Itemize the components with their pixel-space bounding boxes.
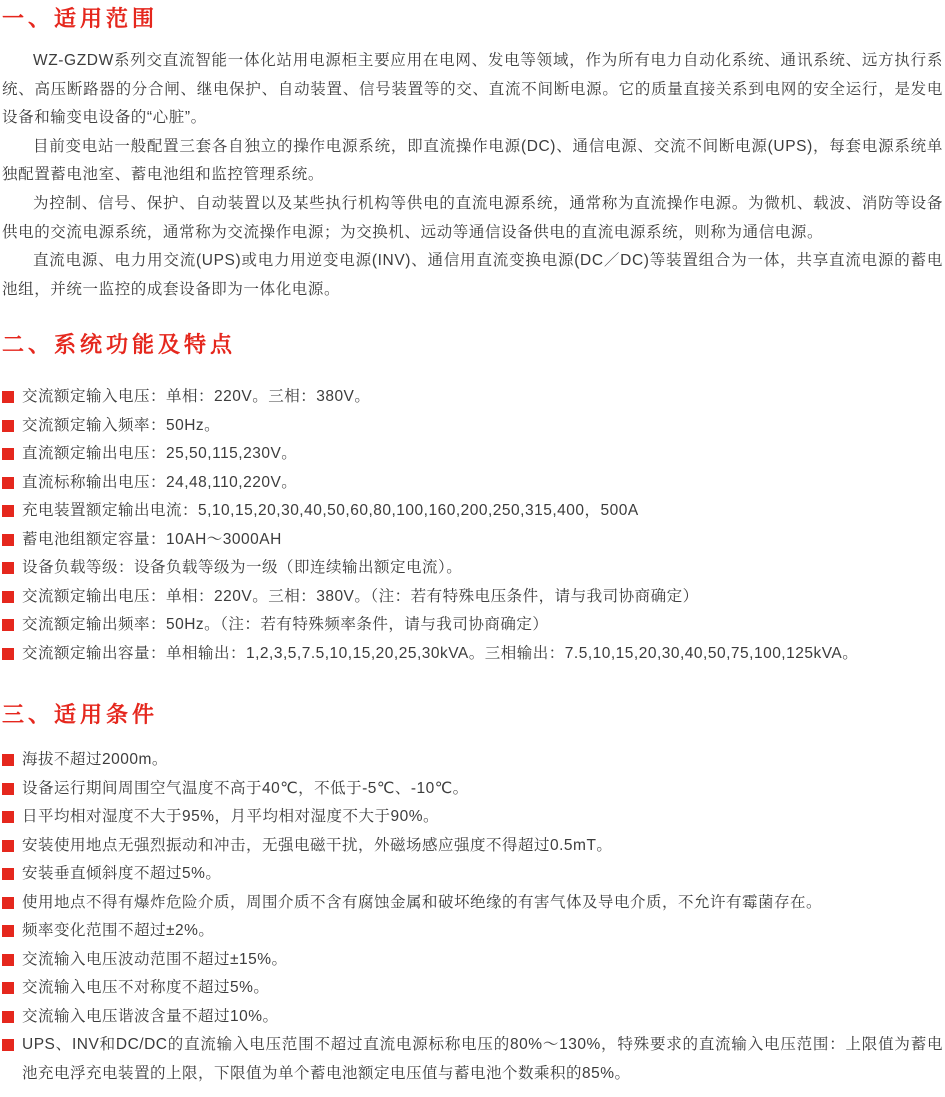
bullet-item xyxy=(2,775,943,804)
bullet-square-icon xyxy=(2,925,14,937)
bullet-item xyxy=(2,889,943,918)
bullet-square-icon xyxy=(2,840,14,852)
bullet-text: 交流额定输入频率：50Hz。 xyxy=(22,416,221,434)
bullet-item xyxy=(2,554,943,583)
bullet-text: 设备运行期间周围空气温度不高于40℃，不低于-5℃、-10℃。 xyxy=(22,779,469,797)
bullet-square-icon xyxy=(2,420,14,432)
section-features-title: 二、系统功能及特点 xyxy=(2,332,237,358)
bullet-text: 日平均相对湿度不大于95%，月平均相对湿度不大于90%。 xyxy=(22,808,440,826)
bullet-item xyxy=(2,803,943,832)
bullet-square-icon xyxy=(2,954,14,966)
bullet-square-icon xyxy=(2,534,14,546)
bullet-item xyxy=(2,412,943,441)
bullet-square-icon xyxy=(2,591,14,603)
bullet-text: 交流输入电压波动范围不超过±15%。 xyxy=(22,950,288,968)
bullet-text: 设备负载等级：设备负载等级为一级（即连续输出额定电流）。 xyxy=(22,559,463,577)
bullet-square-icon xyxy=(2,505,14,517)
scope-paragraph-list xyxy=(2,47,943,304)
bullet-item xyxy=(2,946,943,975)
bullet-text: 交流输入电压谐波含量不超过10%。 xyxy=(22,1007,279,1025)
bullet-text: 频率变化范围不超过±2%。 xyxy=(22,922,215,940)
bullet-item xyxy=(2,974,943,1003)
bullet-item xyxy=(2,497,943,526)
bullet-text: 交流输入电压不对称度不超过5%。 xyxy=(22,979,270,997)
bullet-text: 充电装置额定输出电流：5,10,15,20,30,40,50,60,80,100,160,200,250,315,400，500A xyxy=(22,502,639,520)
bullet-square-icon xyxy=(2,897,14,909)
bullet-item xyxy=(2,526,943,555)
conditions-bullet-list xyxy=(2,746,943,1088)
bullet-item xyxy=(2,440,943,469)
bullet-text: 交流额定输出电压：单相：220V。三相：380V。（注：若有特殊电压条件，请与我司协商确定） xyxy=(22,587,699,605)
bullet-text: 交流额定输入电压：单相：220V。三相：380V。 xyxy=(22,388,371,406)
bullet-item xyxy=(2,611,943,640)
bullet-item xyxy=(2,1003,943,1032)
section-scope-title: 一、适用范围 xyxy=(2,6,159,31)
bullet-text: 交流额定输出频率：50Hz。（注：若有特殊频率条件，请与我司协商确定） xyxy=(22,616,549,634)
paragraph: WZ-GZDW系列交直流智能一体化站用电源柜主要应用在电网、发电等领域，作为所有电力自动化系统、通讯系统、远方执行系统、高压断路器的分合闸、继电保护、自动装置、信号装置等的交、直流不间断电源。它的质量直接关系到电网的安全运行，是发电设备和输变电设备的“心脏”。 xyxy=(2,52,943,127)
bullet-square-icon xyxy=(2,811,14,823)
bullet-square-icon xyxy=(2,1011,14,1023)
bullet-square-icon xyxy=(2,783,14,795)
bullet-item xyxy=(2,383,943,412)
bullet-square-icon xyxy=(2,562,14,574)
features-bullet-list xyxy=(2,383,943,668)
section-conditions-title: 三、适用条件 xyxy=(2,702,159,728)
section-features xyxy=(2,330,943,668)
bullet-text: 交流额定输出容量：单相输出：1,2,3,5,7.5,10,15,20,25,30kVA。三相输出：7.5,10,15,20,30,40,50,75,100,125kVA。 xyxy=(22,644,859,662)
bullet-text: 蓄电池组额定容量：10AH～3000AH xyxy=(22,530,282,548)
bullet-text: 使用地点不得有爆炸危险介质，周围介质不含有腐蚀金属和破坏绝缘的有害气体及导电介质，不允许有霉菌存在。 xyxy=(22,893,823,911)
bullet-item xyxy=(2,746,943,775)
bullet-item xyxy=(2,469,943,498)
bullet-text: 海拔不超过2000m。 xyxy=(22,751,168,769)
paragraph: 为控制、信号、保护、自动装置以及某些执行机构等供电的直流电源系统，通常称为直流操作电源。为微机、载波、消防等设备供电的交流电源系统，通常称为交流操作电源；为交换机、远动等通信设备供电的直流电源系统，则称为通信电源。 xyxy=(2,194,943,241)
bullet-square-icon xyxy=(2,1039,14,1051)
bullet-text: 安装使用地点无强烈振动和冲击，无强电磁干扰，外磁场感应强度不得超过0.5mT。 xyxy=(22,836,613,854)
bullet-item xyxy=(2,1031,943,1088)
bullet-text: 直流额定输出电压：25,50,115,230V。 xyxy=(22,445,298,463)
bullet-item xyxy=(2,583,943,612)
section-conditions xyxy=(2,700,943,1088)
bullet-square-icon xyxy=(2,448,14,460)
bullet-item xyxy=(2,917,943,946)
bullet-text: 直流标称输出电压：24,48,110,220V。 xyxy=(22,473,298,491)
bullet-item xyxy=(2,640,943,669)
bullet-square-icon xyxy=(2,868,14,880)
bullet-square-icon xyxy=(2,391,14,403)
bullet-item xyxy=(2,860,943,889)
bullet-text: 安装垂直倾斜度不超过5%。 xyxy=(22,865,222,883)
paragraph: 直流电源、电力用交流(UPS)或电力用逆变电源(INV)、通信用直流变换电源(DC／DC)等装置组合为一体，共享直流电源的蓄电池组，并统一监控的成套设备即为一体化电源。 xyxy=(2,252,943,298)
bullet-text: UPS、INV和DC/DC的直流输入电压范围不超过直流电源标称电压的80%～130%，特殊要求的直流输入电压范围：上限值为蓄电池充电浮充电装置的上限，下限值为单个蓄电池额定电压值与蓄电池个数乘积的85%。 xyxy=(22,1036,943,1082)
bullet-square-icon xyxy=(2,477,14,489)
bullet-square-icon xyxy=(2,619,14,631)
section-scope xyxy=(2,4,943,304)
bullet-square-icon xyxy=(2,754,14,766)
paragraph: 目前变电站一般配置三套各自独立的操作电源系统，即直流操作电源(DC)、通信电源、交流不间断电源(UPS)，每套电源系统单独配置蓄电池室、蓄电池组和监控管理系统。 xyxy=(2,137,943,184)
bullet-item xyxy=(2,832,943,861)
bullet-square-icon xyxy=(2,982,14,994)
bullet-square-icon xyxy=(2,648,14,660)
